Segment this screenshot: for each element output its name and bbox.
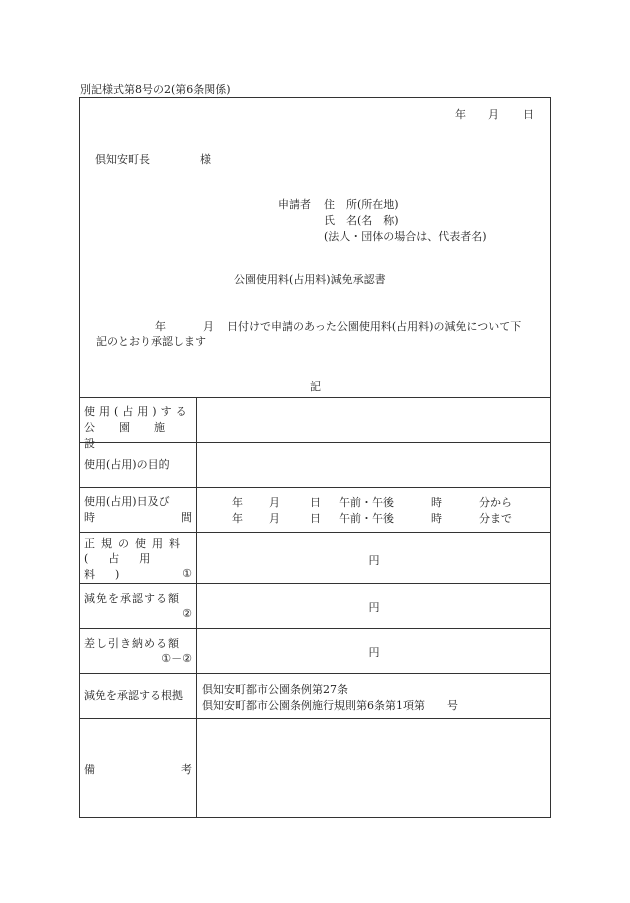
table-rule (79, 583, 551, 584)
net-amount-mark: ①－② (161, 652, 192, 665)
facility-label-text1: 使用(占用)する (84, 405, 191, 418)
regular-fee-label-line2: (占用料) (84, 552, 171, 581)
remarks-label-right: 考 (181, 763, 192, 776)
facility-label-line2: 公園施設 (84, 421, 189, 450)
from-ampm: 午前・午後 (339, 496, 394, 509)
datetime-label-left: 時 (84, 511, 95, 524)
addressee-name: 倶知安町長 (95, 153, 150, 166)
facility-label-line1 (84, 404, 192, 420)
applicant-address-label: 住 所(所在地) (324, 198, 399, 211)
applicant-name-label: 氏 名(名 称) (324, 214, 399, 227)
to-year: 年 (232, 512, 243, 525)
table-rule (79, 397, 551, 398)
from-month: 月 (269, 496, 280, 509)
ki-mark: 記 (310, 380, 321, 393)
form-caption: 別記様式第8号の2(第6条関係) (80, 83, 231, 96)
applicant-note: (法人・団体の場合は、代表者名) (324, 230, 487, 243)
applicant-label: 申請者 (278, 198, 311, 211)
to-ampm: 午前・午後 (339, 512, 394, 525)
remarks-field[interactable] (197, 719, 551, 817)
addressee-honorific: 様 (200, 153, 211, 166)
regular-fee-mark: ① (182, 567, 192, 580)
to-hour: 時 (431, 512, 442, 525)
from-suffix: 分から (479, 496, 512, 509)
exempt-amount-label: 減免を承認する額 (84, 592, 180, 605)
date-day: 日 (523, 108, 534, 121)
basis-label: 減免を承認する根拠 (84, 689, 183, 702)
table-rule (79, 487, 551, 488)
net-amount-label: 差し引き納める額 (84, 637, 180, 650)
body-month: 月 (203, 320, 214, 333)
from-day: 日 (310, 496, 321, 509)
date-year: 年 (455, 108, 466, 121)
date-month: 月 (488, 108, 499, 121)
table-rule (79, 673, 551, 674)
to-day: 日 (310, 512, 321, 525)
regular-fee-label-line1: 正規の使用料 (84, 537, 186, 550)
basis-line2: 倶知安町都市公園条例施行規則第6条第1項第 号 (202, 699, 458, 712)
body-year: 年 (155, 320, 166, 333)
datetime-label-right: 間 (181, 511, 192, 524)
from-year: 年 (232, 496, 243, 509)
from-hour: 時 (431, 496, 442, 509)
to-suffix: 分まで (479, 512, 512, 525)
body-line1: 日付けで申請のあった公園使用料(占用料)の減免について下 (227, 320, 522, 333)
table-rule (79, 532, 551, 533)
table-rule (79, 628, 551, 629)
datetime-label-line1: 使用(占用)日及び (84, 495, 170, 508)
exempt-amount-unit: 円 (368, 601, 380, 614)
to-month: 月 (269, 512, 280, 525)
datetime-to-row (232, 510, 512, 526)
body-line2: 記のとおり承認します (96, 335, 206, 348)
regular-fee-unit: 円 (368, 554, 380, 567)
remarks-label (84, 762, 192, 778)
document-title: 公園使用料(占用料)減免承認書 (234, 273, 386, 286)
exempt-amount-mark: ② (182, 607, 192, 620)
basis-line1: 倶知安町都市公園条例第27条 (202, 683, 348, 696)
datetime-label-line2 (84, 510, 192, 526)
purpose-label: 使用(占用)の目的 (84, 458, 170, 471)
remarks-label-left: 備 (84, 763, 95, 776)
datetime-from-row (232, 494, 512, 510)
net-amount-unit: 円 (368, 646, 380, 659)
